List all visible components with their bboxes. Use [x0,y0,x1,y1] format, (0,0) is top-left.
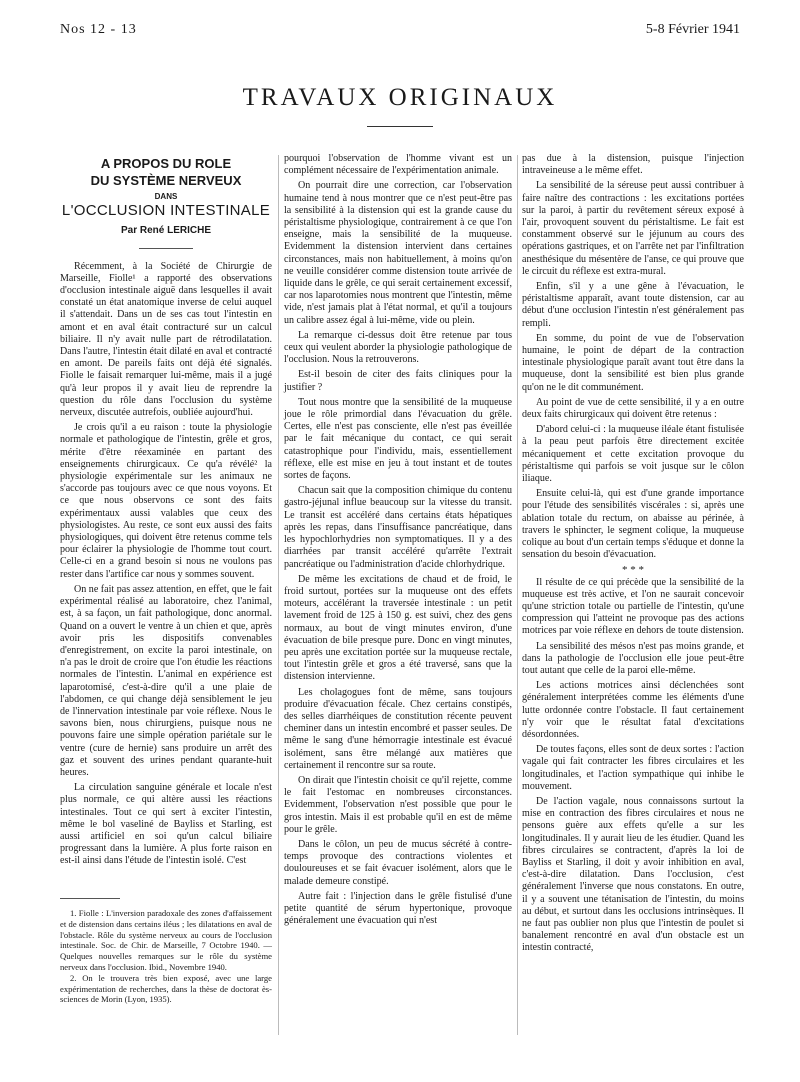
paragraph: La sensibilité de la séreuse peut aussi contribuer à faire naître des contractions : les excitations portées sur la paroi, à partir du revêtement séreux exposé à l'air, provoquent souvent du péristaltisme. Le fait est constamment observé sur le jéjunum au cours des opérations gastriques, et on l'arrête net par l'infiltration anesthésique du mésentère de l'anse, ce qui prouve que le circuit du réflexe est extra-mural. [522,180,744,277]
page-header [60,22,740,46]
paragraph: De toutes façons, elles sont de deux sortes : l'action vagale qui fait contracter les fibres circulaires et les longitudinales, et l'action sympathique qui inhibe le mouvement. [522,744,744,792]
article-title-line2: DU SYSTÈME NERVEUX [90,173,242,188]
issue-date: 5-8 Février 1941 [645,22,740,37]
author-rule [139,248,193,249]
footnote: 1. Fiolle : L'inversion paradoxale des zones d'affaissement et de distension dans certains iléus ; les dilatations en aval de l'obstacle. Rôle du système nerveux au cours de l'occlusion intestinale. Soc. de Chir. de Marseille, 7 Octobre 1940. — Quelques nouvelles remarques sur le rôle du système nerveux dans l'occlusion. Ibid., Novembre 1940. [60,908,272,972]
column-divider [517,155,518,1035]
paragraph: On dirait que l'intestin choisit ce qu'il rejette, comme le fait l'estomac en nombreuses circonstances. Evidemment, l'observation n'est possible que pour le gros intestin. Mais il est probable qu'il en est de même pour le grêle. [284,774,512,835]
section-title: TRAVAUX ORIGINAUX [242,84,558,111]
issue-number: Nos 12 - 13 [60,22,137,37]
paragraph: Je crois qu'il a eu raison : toute la physiologie normale et pathologique de l'intestin, grêle et gros, mérite d'être réexaminée en partant des enseignements chirurgicaux. Ce qu'a révélé² la physiologie expérimentale sur les animaux ne s'accorde pas toujours avec ce que nous voyons. Et ce que nous observons ce sont des faits expérimentaux aussi valables que ceux des physiologistes. Au reste, ce sont eux aussi des faits physiologiques, qui doivent être retenus comme tels pour éclairer la physiologie de l'homme tout court. Celle-ci en a grand besoin si nous ne voulons pas rester dans l'artifice car nous y sommes souvent. [60,422,272,580]
paragraph: Dans le côlon, un peu de mucus sécrété à contre-temps provoque des contractions violentes et douloureuses et se fait évacuer isolément, alors que le malade demeure constipé. [284,838,512,887]
footnote-rule [60,898,120,899]
paragraph: pas due à la distension, puisque l'injection intraveineuse a le même effet. [522,153,744,177]
column-1 [60,155,272,868]
column-3 [522,153,744,955]
paragraph: Au point de vue de cette sensibilité, il y a en outre deux faits chirurgicaux qui doivent être retenus : [522,396,744,421]
paragraph: On pourrait dire une correction, car l'observation humaine tend à nous montrer que ce n'est peut-être pas la sensibilité à la distension qui est la grande cause du péristaltisme physiologique, contrairement à ce que l'on enseigne, mais la sensibilité de la muqueuse. Evidemment la distension intervient dans certaines circonstances, mais non habituellement, à moins qu'on ne veuille considérer comme distension toute arrivée de liquide dans le grêle, ce qui serait certainement excessif, car nos laparotomies nous montrent que l'intestin, même vide, n'est jamais plat à l'état normal, et qu'il a toujours un calibre assez égal à lui-même, vide ou plein. [284,180,512,326]
section-rule [367,126,433,127]
paragraph: Enfin, s'il y a une gêne à l'évacuation, le péristaltisme apparaît, avant toute distension, car au début d'une occlusion l'intestin n'est généralement pas rempli. [522,281,744,329]
column-2 [284,153,512,927]
article-title-line1: A PROPOS DU ROLE [100,156,232,171]
paragraph: Tout nous montre que la sensibilité de la muqueuse joue le rôle primordial dans l'évacuation du grêle. Certes, elle n'est pas consciente, elle n'est pas éveillée par le fait mécanique du contact, ce qui serait catastrophique pour l'individu, mais, essentiellement réflexe, elle est mise en jeu à tout instant et de toutes sortes de façons. [284,396,512,482]
article-author: Par René LERICHE [120,225,212,237]
paragraph: De même les excitations de chaud et de froid, le froid surtout, portées sur la muqueuse ont des effets moteurs, accélérant la traversée intestinale : un petit lavement froid de 125 à 150 g. est suivi, chez des gens normaux, au bout de vingt minutes environ, d'une évacuation de bile presque pure. Donc en vingt minutes, peu après une excitation portée sur la muqueuse rectale, tout l'intestin grêle et gros a été traversé, sans que la distension intervienne. [284,573,512,683]
paragraph: La sensibilité des mésos n'est pas moins grande, et dans la pathologie de l'occlusion elle joue peut-être tout autant que celle de la paroi elle-même. [522,640,744,676]
paragraph: Récemment, à la Société de Chirurgie de Marseille, Fiolle¹ a rapporté des observations d'occlusion intestinale aiguë dans lesquelles il avait constaté un état anatomique inverse de celui auquel il s'attendait. Dans un de ses cas tout l'intestin en amont et en aval était contracturé sur un calcul biliaire. Il n'y avait nulle part de rétrodilatation. Dans l'autre, l'intestin était dilaté en aval et contracté en amont. De pareils faits ont déjà été signalés. Fiolle le faisait remarquer lui-même, mais il a jugé qu'à leur propos il y avait lieu de reprendre la question du rôle dans l'occlusion du système nerveux, discutée autrefois, oubliée aujourd'hui. [60,260,273,419]
column-divider [278,155,279,1035]
paragraph: La remarque ci-dessus doit être retenue par tous ceux qui veulent aborder la physiologie pathologique de l'occlusion. Nous la retrouverons. [284,329,512,366]
paragraph: La circulation sanguine générale et locale n'est plus normale, ce qui altère aussi les réactions intestinales. Tout ce qui sert à exciter l'intestin, même le bol vaseliné de Bayliss et Starling, est aussi artificiel en soi qu'un calcul biliaire progressant dans la lumière. A plus forte raison en est-il ainsi dans l'étude de l'intestin isolé. C'est [60,782,272,867]
paragraph: pourquoi l'observation de l'homme vivant est un complément nécessaire de l'expérimentation animale. [284,153,512,177]
footnotes [60,908,272,1005]
paragraph: Il résulte de ce qui précède que la sensibilité de la muqueuse est très active, et l'on ne saurait concevoir qu'une striction totale ou partielle de l'intestin, qu'une compression qui l'atteint ne provoque pas des actions motrices par voie réflexe en dehors de toute distension. [522,576,744,637]
footnote: 2. On le trouvera très bien exposé, avec une large expérimentation de recherches, dans la thèse de doctorat ès-sciences de Morin (Lyon, 1935). [60,972,272,1005]
section-break-stars: * * * [622,563,644,576]
paragraph: On ne fait pas assez attention, en effet, que le fait expérimental réalisé au laboratoire, chez l'animal, est, à sa façon, un fait pathologique, donc anormal. Quand on a ouvert le ventre à un chien et que, après avoir pris les dispositifs convenables d'enregistrement, on excite la paroi intestinale, on n'a pas le droit de croire que l'on étudie les réactions normales de l'intestin. L'animal en expérience est laparotomisé, c'est-à-dire qu'il a une plaie de l'abdomen, ce qui change déjà sensiblement le jeu de l'innervation intestinale par voie réflexe. Nous le savons bien, nous chirurgiens, puisque nous ne pouvons faire une simple opération pariétale sur le ventre (cure de hernie) sans produire un arrêt des gaz et souvent des urines pendant quarante-huit heures. [60,583,272,778]
paragraph: De l'action vagale, nous connaissons surtout la mise en contraction des fibres circulaires et nous ne pensons guère aux effets qu'elle a sur les longitudinales. Il y aurait lieu de les étudier. Quand les fibres circulaires se contractent, d'après la loi de Bayliss et Starling, il doit y avoir inhibition en aval, c'est-à-dire dilatation. Dans l'occlusion, c'est généralement l'inverse que nous constatons. En outre, il y a souvent une tétanisation de l'intestin, du moins au début, et surtout dans les occlusions intrinsèques. Il ne faut pas oublier non plus que l'intestin de poulet si banalement rencontré en aval d'un obstacle est un intestin contracté, [522,795,744,954]
paragraph: Autre fait : l'injection dans le grêle fistulisé d'une petite quantité de sérum hypertonique, provoque généralement une évacuation qui n'est [284,890,512,927]
article-title-line4: L'OCCLUSION INTESTINALE [61,202,271,220]
paragraph: Est-il besoin de citer des faits cliniques pour la justifier ? [284,369,512,393]
paragraph: D'abord celui-ci : la muqueuse iléale étant fistulisée à la peau peut parfois être directement excitée mécaniquement et cette excitation provoque du péristaltisme qui parfois se voit jusque sur le côlon iliaque. [522,424,744,485]
article-title-line3: DANS [154,192,178,201]
paragraph: Les actions motrices ainsi déclenchées sont généralement interprétées comme les éléments d'une lutte ordonnée contre l'obstacle. Il faut certainement n'y voir que le résultat fatal d'excitations désordonnées. [522,680,744,740]
paragraph: Les cholagogues font de même, sans toujours produire d'évacuation fécale. Chez certains constipés, des selles diarrhéiques de constitution récente peuvent cheminer dans un intestin encombré et passer seules. De même le sang d'une hémorragie intestinale est évacué isolément, sans être mélangé aux matières que certainement il rencontre sur sa route. [284,686,512,771]
paragraph: Chacun sait que la composition chimique du contenu gastro-jéjunal influe beaucoup sur la vitesse du transit. Le transit est accéléré dans certains états hépatiques après les repas, dans l'insuffisance pancréatique, dans les hypochlorhydries non symptomatiques. Il y a des diarrhées par transit accéléré qu'arrête l'extrait pancréatique ou l'administration d'acide chlorhydrique. [284,485,512,570]
paragraph: En somme, du point de vue de l'observation humaine, le point de départ de la contraction intestinale physiologique paraît avant tout être dans la muqueuse, dont la sensibilité est bien plus grande qu'on ne le dit communément. [522,332,744,393]
paragraph: Ensuite celui-là, qui est d'une grande importance pour l'étude des sensibilités viscérales : si, après une ablation totale du rectum, on abaisse au périnée, à travers le sphincter, le segment colique, la muqueuse colique au bout d'un certain temps s'éduque et donne la sensation du besoin d'évacuation. [522,488,744,561]
